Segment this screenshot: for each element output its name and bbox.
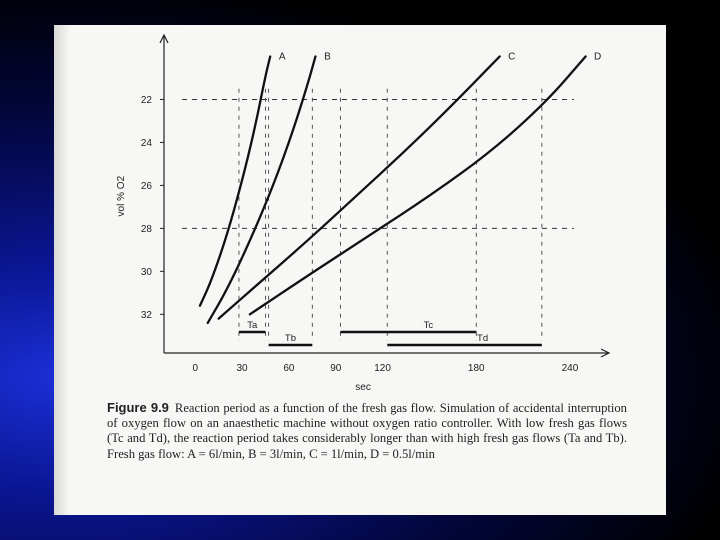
figure-page	[54, 25, 666, 515]
x-tick-label: 180	[467, 363, 485, 374]
chart	[54, 25, 666, 395]
y-tick-label: 32	[140, 309, 152, 321]
x-tick-label: 240	[561, 363, 579, 374]
x-tick-label: 90	[330, 363, 342, 374]
x-axis-label: sec	[355, 382, 371, 393]
reaction-period-label: Tc	[423, 320, 434, 331]
caption-label: Figure 9.9	[107, 400, 169, 415]
series-label-b: B	[324, 51, 331, 63]
y-axis-label: vol % O2	[116, 175, 127, 217]
x-tick-label: 30	[236, 363, 248, 374]
y-tick-label: 26	[140, 180, 152, 192]
reaction-period-label: Ta	[247, 320, 258, 331]
y-tick-label: 30	[140, 266, 152, 278]
series-label-d: D	[593, 51, 602, 63]
x-tick-label: 0	[192, 363, 199, 374]
y-tick-label: 22	[140, 94, 152, 106]
y-tick-label: 24	[140, 137, 152, 149]
series-line-d	[250, 56, 586, 314]
y-tick-label: 28	[140, 223, 152, 235]
series-label-c: C	[508, 51, 516, 63]
reaction-period-label: Td	[477, 333, 489, 344]
reaction-period-label: Tb	[284, 333, 297, 344]
x-tick-label: 60	[283, 363, 295, 374]
caption-text: Reaction period as a function of the fresh gas flow. Simulation of accidental interruption of oxygen flow on an anaesthetic machine without oxygen ratio controller. With low fresh gas flows (Tc and Td), the reaction period takes considerably longer than with high fresh gas flows (Ta and Tb). Fresh gas flow: A = 6l/min, B = 3l/min, C = 1l/min, D = 0.5l/min	[107, 401, 627, 461]
x-tick-label: 120	[374, 363, 391, 374]
figure-caption	[107, 400, 627, 462]
series-label-a: A	[278, 51, 286, 63]
series-line-a	[200, 56, 270, 305]
